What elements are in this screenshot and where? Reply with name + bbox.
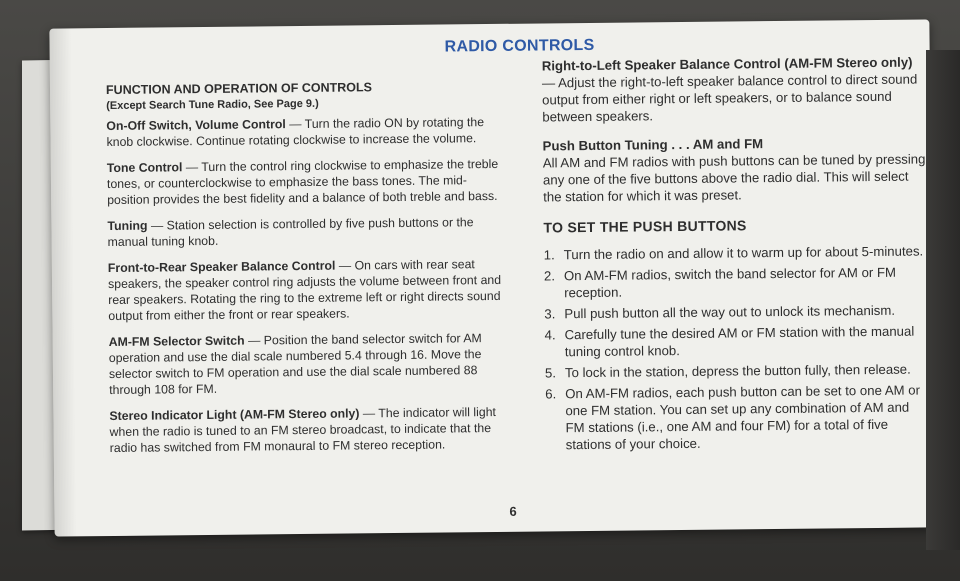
step-number: 6. [545, 386, 557, 402]
paragraph-tone-control [107, 156, 507, 208]
step-text: Pull push button all the way out to unlock its mechanism. [564, 302, 896, 322]
list-item [545, 322, 929, 360]
term: Push Button Tuning . . . AM and FM [542, 136, 764, 154]
term: Right-to-Left Speaker Balance Control (AM-FM Stereo only) [541, 54, 913, 74]
list-item [544, 242, 928, 263]
step-number: 3. [544, 306, 556, 322]
spine-shadow [49, 28, 76, 536]
term: Stereo Indicator Light (AM-FM Stereo only) [109, 406, 360, 424]
term: AM-FM Selector Switch [108, 333, 245, 350]
right-column [542, 53, 930, 457]
paragraph-text: — On cars with rear seat speakers, the speaker control ring adjusts the volume between front and rear speakers. Rotating the ring to the extreme left or right directs sound output from either the front or rear speakers. [107, 257, 502, 324]
left-column [106, 78, 510, 466]
term: Front-to-Rear Speaker Balance Control [107, 258, 336, 276]
paragraph-front-rear-balance [108, 256, 509, 324]
paragraph-text: — Position the band selector switch for AM operation and use the dial scale numbered 5.4 through 16. Move the selector switch to FM operation and use the dial scale numbered 88 through 108 for FM. [108, 331, 482, 398]
section-subheading: (Except Search Tune Radio, See Page 9.) [106, 97, 319, 113]
steps-list [544, 242, 930, 453]
step-number: 2. [543, 268, 556, 284]
paragraph-on-off-volume [106, 114, 506, 150]
list-item [544, 263, 928, 301]
paragraph-tuning [107, 214, 507, 250]
step-number: 5. [544, 365, 557, 381]
paragraph-push-button-tuning [543, 133, 928, 205]
step-number: 4. [544, 327, 556, 343]
page-title: RADIO CONTROLS [444, 36, 595, 56]
paragraph-text: All AM and FM radios with push buttons can be tuned by pressing any one of the five buttons above the radio dial. This will select the station for which it was preset. [542, 151, 926, 205]
manual-page [49, 19, 934, 536]
term: On-Off Switch, Volume Control [106, 117, 286, 134]
paragraph-text: — The indicator will light when the radio is tuned to an FM stereo broadcast, to indicate that the radio has switched from FM monaural to FM stereo reception. [109, 404, 496, 456]
paragraph-stereo-indicator [109, 404, 509, 456]
step-text: Carefully tune the desired AM or FM station with the manual tuning control knob. [564, 323, 915, 360]
right-page-edge [926, 50, 960, 550]
list-item [545, 381, 930, 453]
step-text: On AM-FM radios, each push button can be set to one AM or one FM station. You can set up any combination of AM and FM stations (i.e., one AM and four FM) for a total of five stations of your choice. [565, 382, 921, 453]
list-item [544, 301, 928, 322]
list-item [545, 360, 929, 381]
paragraph-text: — Turn the control ring clockwise to emphasize the treble tones, or counterclockwise to emphasize the bass tones. The mid-position provides the best fidelity and a balance of both treble and bass. [106, 156, 499, 208]
paragraph-right-left-balance [542, 53, 927, 125]
page-number: 6 [509, 503, 517, 519]
step-text: To lock in the station, depress the button fully, then release. [564, 361, 911, 381]
push-buttons-heading: TO SET THE PUSH BUTTONS [543, 217, 747, 236]
paragraph-text: — Adjust the right-to-left speaker balance control to direct sound output from either right or left speakers, or to balance sound between speakers. [541, 71, 918, 125]
step-text: On AM-FM radios, switch the band selector for AM or FM reception. [563, 264, 897, 301]
step-text: Turn the radio on and allow it to warm up for about 5-minutes. [563, 243, 924, 263]
term: Tone Control [106, 160, 183, 176]
term: Tuning [107, 218, 148, 234]
paragraph-am-fm-selector [109, 330, 510, 398]
paragraph-text: — Station selection is controlled by five push buttons or the manual tuning knob. [107, 215, 474, 250]
paragraph-text: — Turn the radio ON by rotating the knob clockwise. Continue rotating clockwise to increase the volume. [106, 115, 485, 150]
step-number: 1. [543, 247, 555, 263]
section-heading: FUNCTION AND OPERATION OF CONTROLS [105, 80, 373, 98]
